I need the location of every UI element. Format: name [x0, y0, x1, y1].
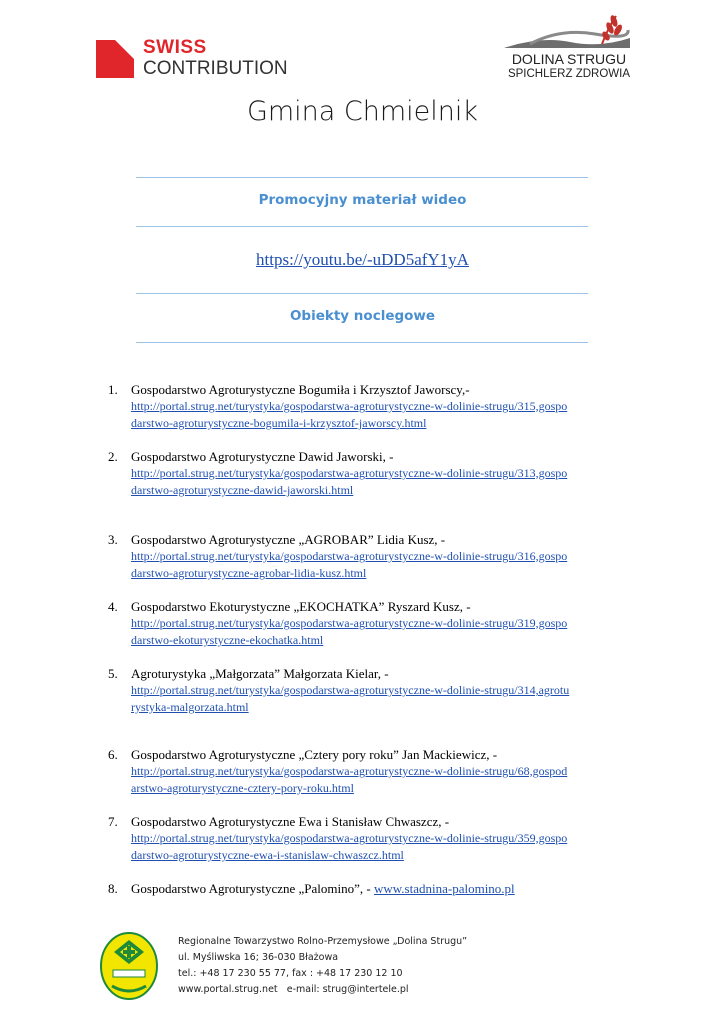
- item-link[interactable]: http://portal.strug.net/turystyka/gospodarstwa-agroturystyczne-w-dolinie-strugu/359,gospodarstwo-agroturystyczne-ewa-i-stanislaw-chwaszcz.html: [131, 831, 568, 862]
- item-link[interactable]: http://portal.strug.net/turystyka/gospodarstwa-agroturystyczne-w-dolinie-strugu/314,agroturystyka-malgorzata.html: [131, 683, 570, 714]
- item-number: 1.: [108, 382, 118, 397]
- item-number: 3.: [108, 532, 118, 547]
- item-link[interactable]: http://portal.strug.net/turystyka/gospodarstwa-agroturystyczne-w-dolinie-strugu/313,gospodarstwo-agroturystyczne-dawid-jaworski.html: [131, 466, 568, 497]
- item-description: Agroturystyka „Małgorzata” Małgorzata Kielar, -: [131, 666, 389, 681]
- video-section-heading: Promocyjny materiał wideo: [258, 192, 467, 208]
- item-description: Gospodarstwo Agroturystyczne Bogumiła i Krzysztof Jaworscy,-: [131, 382, 470, 397]
- dolina-logo-subtitle: SPICHLERZ ZDROWIA: [507, 68, 631, 80]
- item-number: 4.: [108, 599, 118, 614]
- video-link[interactable]: https://youtu.be/-uDD5afY1yA: [256, 250, 469, 269]
- item-description: Gospodarstwo Agroturystyczne „Palomino”, -: [131, 881, 371, 896]
- item-description: Gospodarstwo Ekoturystyczne „EKOCHATKA” Ryszard Kusz, -: [131, 599, 471, 614]
- footer-email[interactable]: e-mail: strug@intertele.pl: [286, 984, 409, 995]
- footer-contact: [178, 934, 467, 998]
- item-link[interactable]: www.stadnina-palomino.pl: [373, 881, 515, 896]
- item-link[interactable]: http://portal.strug.net/turystyka/gospodarstwa-agroturystyczne-w-dolinie-strugu/315,gospodarstwo-agroturystyczne-bogumila-i-krzysztof-jaworscy.html: [131, 399, 568, 430]
- item-description: Gospodarstwo Agroturystyczne Dawid Jaworski, -: [131, 449, 394, 464]
- dolina-strugu-emblem: [100, 930, 158, 1000]
- footer-web-email: [178, 982, 467, 998]
- dolina-logo-title: DOLINA STRUGU: [511, 51, 627, 67]
- item-description: Gospodarstwo Agroturystyczne „AGROBAR” Lidia Kusz, -: [131, 532, 446, 547]
- swiss-logo-line1: SWISS: [143, 37, 207, 58]
- swiss-logo-line2: CONTRIBUTION: [143, 58, 288, 79]
- item-number: 8.: [108, 881, 118, 896]
- item-number: 2.: [108, 449, 118, 464]
- item-number: 5.: [108, 666, 118, 681]
- item-description: Gospodarstwo Agroturystyczne „Cztery pory roku” Jan Mackiewicz, -: [131, 747, 498, 762]
- item-link[interactable]: http://portal.strug.net/turystyka/gospodarstwa-agroturystyczne-w-dolinie-strugu/68,gospodarstwo-agroturystyczne-cztery-pory-roku.html: [131, 764, 568, 795]
- item-description: Gospodarstwo Agroturystyczne Ewa i Stanisław Chwaszcz, -: [131, 814, 450, 829]
- item-description-line: [131, 880, 515, 897]
- page-title: Gmina Chmielnik: [246, 96, 479, 127]
- emblem-icon: [100, 930, 158, 1000]
- footer-website[interactable]: www.portal.strug.net: [178, 984, 278, 995]
- footer-phone: tel.: +48 17 230 55 77, fax : +48 17 230 12 10: [178, 968, 403, 979]
- lodging-section-heading: Obiekty noclegowe: [289, 308, 436, 324]
- item-number: 6.: [108, 747, 118, 762]
- footer-address: ul. Myśliwska 16; 36-030 Błażowa: [178, 952, 339, 963]
- item-number: 7.: [108, 814, 118, 829]
- item-link[interactable]: http://portal.strug.net/turystyka/gospodarstwa-agroturystyczne-w-dolinie-strugu/319,gospodarstwo-ekoturystyczne-ekochatka.html: [131, 616, 568, 647]
- item-link[interactable]: http://portal.strug.net/turystyka/gospodarstwa-agroturystyczne-w-dolinie-strugu/316,gospodarstwo-agroturystyczne-agrobar-lidia-kusz.html: [131, 549, 568, 580]
- footer-org: Regionalne Towarzystwo Rolno-Przemysłowe „Dolina Strugu”: [178, 936, 468, 947]
